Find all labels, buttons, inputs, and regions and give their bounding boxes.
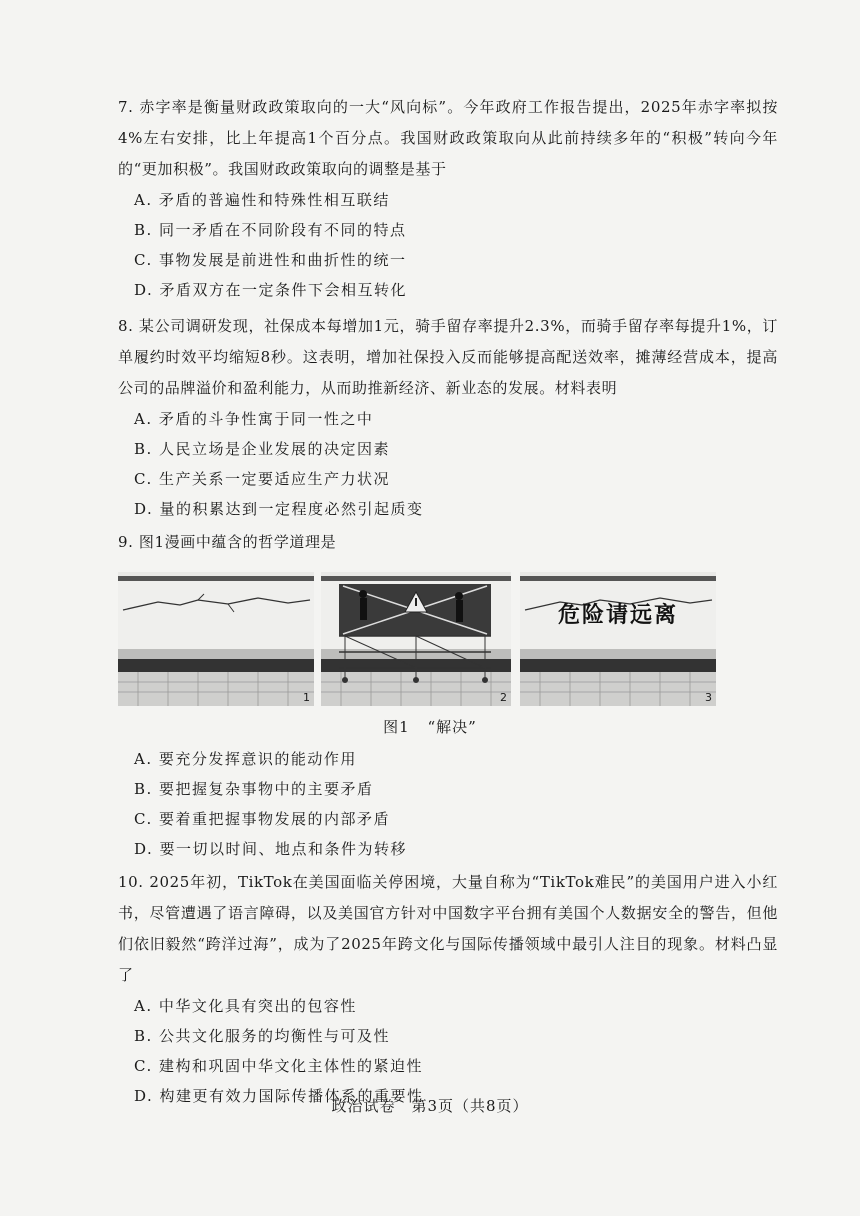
comic-panel-3 <box>520 572 716 706</box>
figure-caption <box>0 716 860 737</box>
question-10 <box>118 867 778 1111</box>
comic-figure <box>118 570 778 710</box>
cracked-wall-illustration <box>118 572 314 706</box>
question-10-option-c: C. 建构和巩固中华文化主体性的紧迫性 <box>134 1057 423 1075</box>
panel-number-1: 1 <box>303 691 310 704</box>
scaffold-warning-illustration <box>321 572 511 706</box>
question-10-option-a: A. 中华文化具有突出的包容性 <box>134 997 357 1015</box>
question-7 <box>118 92 778 305</box>
question-8-option-c: C. 生产关系一定要适应生产力状况 <box>134 470 390 488</box>
figure-caption-label: 图1 <box>383 718 410 736</box>
question-7-stem: 7. 赤字率是衡量财政政策取向的一大“风向标”。今年政府工作报告提出，2025年赤字率拟按4%左右安排，比上年提高1个百分点。我国财政政策取向从此前持续多年的“积极”转向今年的“更加积极”。我国财政政策取向的调整是基于 <box>118 98 778 178</box>
page-footer: 政治试卷 第3页（共8页） <box>331 1097 529 1115</box>
comic-panel-2 <box>321 572 511 706</box>
panel-number-2: 2 <box>500 691 507 704</box>
panel-number-3: 3 <box>705 691 712 704</box>
question-7-option-c: C. 事物发展是前进性和曲折性的统一 <box>134 251 407 269</box>
question-9-option-a: A. 要充分发挥意识的能动作用 <box>134 750 357 768</box>
question-7-option-a: A. 矛盾的普遍性和特殊性相互联结 <box>134 191 390 209</box>
question-9-option-b: B. 要把握复杂事物中的主要矛盾 <box>134 780 374 798</box>
question-9-option-c: C. 要着重把握事物发展的内部矛盾 <box>134 810 390 828</box>
danger-sign-wall-illustration <box>520 572 716 706</box>
question-10-option-d: D. 构建更有效力国际传播体系的重要性 <box>134 1087 424 1105</box>
question-9 <box>118 527 778 558</box>
question-8 <box>118 311 778 524</box>
question-9-option-d: D. 要一切以时间、地点和条件为转移 <box>134 840 408 858</box>
question-8-option-d: D. 量的积累达到一定程度必然引起质变 <box>134 500 424 518</box>
question-9-options <box>118 744 778 864</box>
question-9-stem: 9. 图1漫画中蕴含的哲学道理是 <box>118 533 337 551</box>
question-8-stem: 8. 某公司调研发现，社保成本每增加1元，骑手留存率提升2.3%，而骑手留存率每提升1%，订单履约时效平均缩短8秒。这表明，增加社保投入反而能够提高配送效率，摊薄经营成本，提高公司的品牌溢价和盈利能力，从而助推新经济、新业态的发展。材料表明 <box>118 317 778 397</box>
question-7-option-b: B. 同一矛盾在不同阶段有不同的特点 <box>134 221 407 239</box>
question-8-option-b: B. 人民立场是企业发展的决定因素 <box>134 440 391 458</box>
question-8-option-a: A. 矛盾的斗争性寓于同一性之中 <box>134 410 374 428</box>
comic-panel-1 <box>118 572 314 706</box>
danger-sign-text: 危险请远离 <box>557 603 679 628</box>
question-10-option-b: B. 公共文化服务的均衡性与可及性 <box>134 1027 391 1045</box>
question-10-stem: 10. 2025年初，TikTok在美国面临关停困境，大量自称为“TikTok难民”的美国用户进入小红书，尽管遭遇了语言障碍，以及美国官方针对中国数字平台拥有美国个人数据安全的警告，但他们依旧毅然“跨洋过海”，成为了2025年跨文化与国际传播领域中最引人注目的现象。材料凸显了 <box>118 873 778 984</box>
question-7-option-d: D. 矛盾双方在一定条件下会相互转化 <box>134 281 408 299</box>
figure-caption-title: “解决” <box>427 718 477 736</box>
